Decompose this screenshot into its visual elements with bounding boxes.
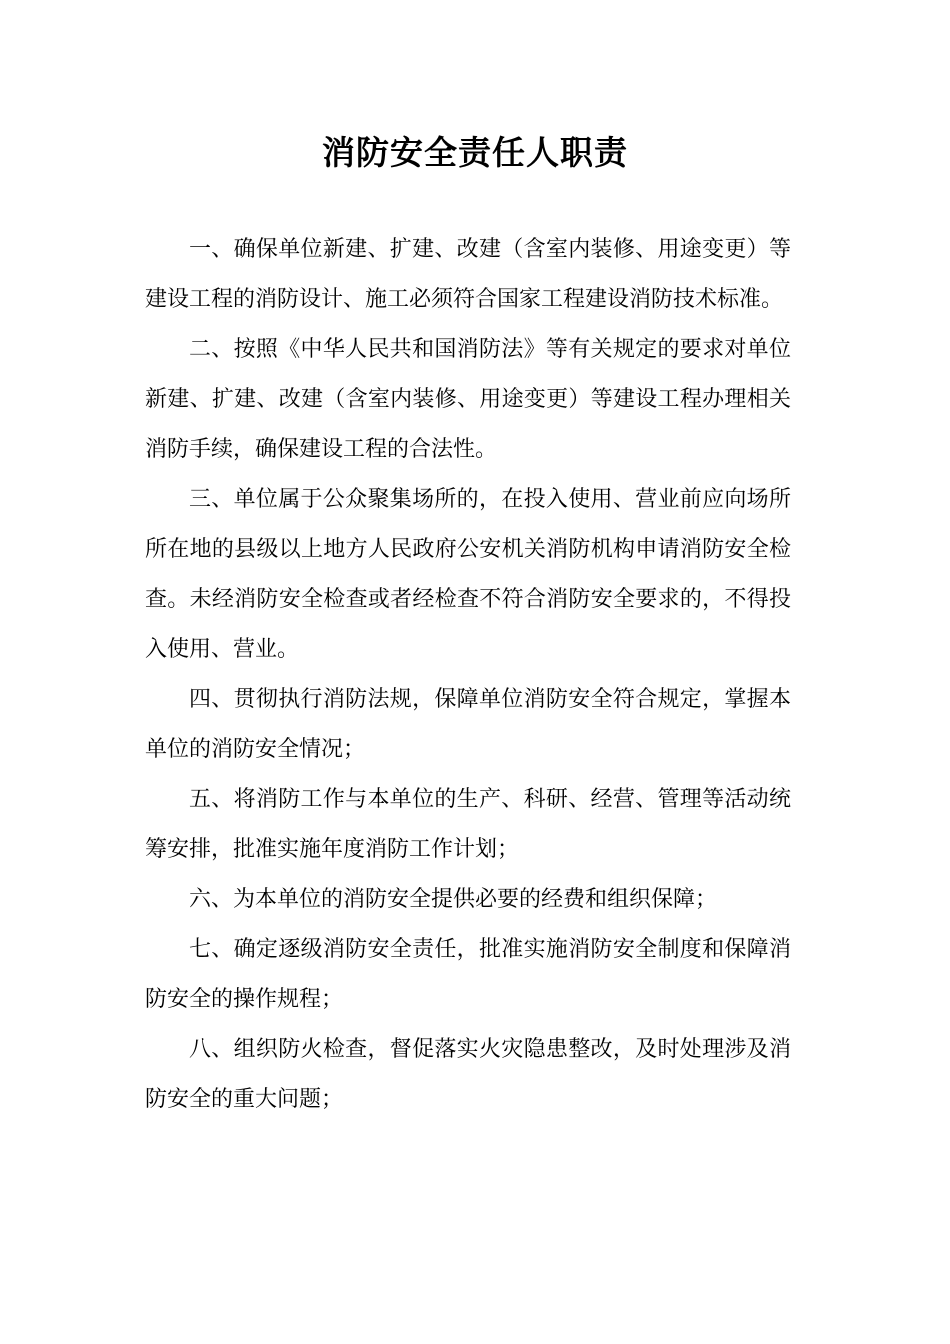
document-body	[145, 225, 791, 1125]
paragraph-3: 三、单位属于公众聚集场所的，在投入使用、营业前应向场所所在地的县级以上地方人民政府公安机关消防机构申请消防安全检查。未经消防安全检查或者经检查不符合消防安全要求的，不得投入使用、营业。	[145, 487, 791, 662]
page-title: 消防安全责任人职责	[322, 133, 628, 172]
paragraph-4: 四、贯彻执行消防法规，保障单位消防安全符合规定，掌握本单位的消防安全情况；	[145, 687, 791, 762]
paragraph-7: 七、确定逐级消防安全责任，批准实施消防安全制度和保障消防安全的操作规程；	[145, 937, 791, 1012]
paragraph-5: 五、将消防工作与本单位的生产、科研、经营、管理等活动统筹安排，批准实施年度消防工作计划；	[145, 787, 791, 862]
paragraph-8: 八、组织防火检查，督促落实火灾隐患整改，及时处理涉及消防安全的重大问题；	[145, 1037, 791, 1112]
paragraph-6: 六、为本单位的消防安全提供必要的经费和组织保障；	[189, 887, 718, 912]
paragraph-2: 二、按照《中华人民共和国消防法》等有关规定的要求对单位新建、扩建、改建（含室内装修、用途变更）等建设工程办理相关消防手续，确保建设工程的合法性。	[145, 337, 791, 462]
paragraph-1: 一、确保单位新建、扩建、改建（含室内装修、用途变更）等建设工程的消防设计、施工必须符合国家工程建设消防技术标准。	[145, 237, 791, 312]
